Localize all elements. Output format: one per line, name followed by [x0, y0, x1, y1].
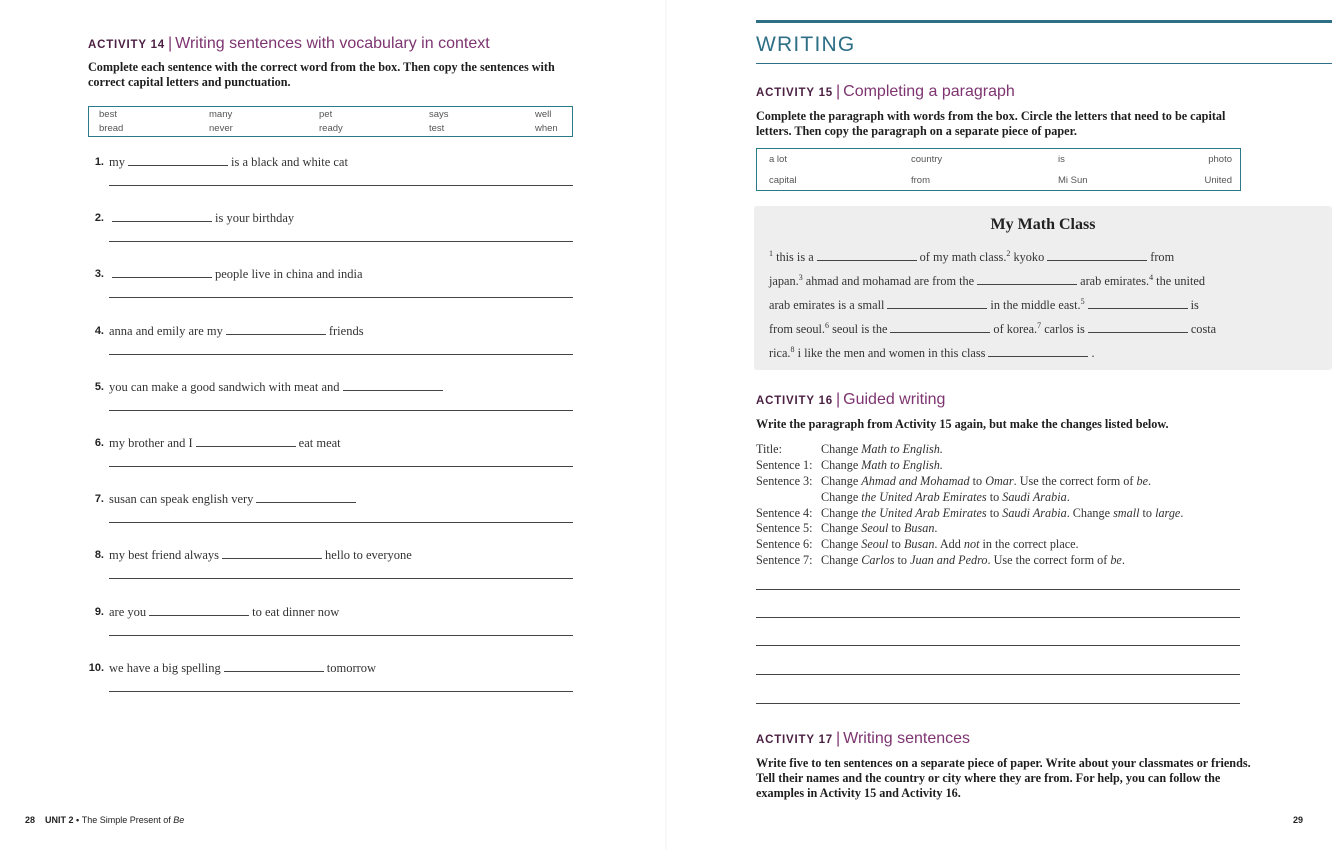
change-part: Change	[821, 506, 862, 520]
sentence-after: to eat dinner now	[252, 605, 340, 619]
paragraph-text: in the middle east.	[990, 298, 1081, 313]
change-part: to	[986, 506, 1003, 520]
sentence-after: hello to everyone	[325, 548, 412, 562]
activity-14-tag: ACTIVITY 14	[88, 39, 165, 51]
word-box-word: bread	[99, 123, 124, 134]
change-part: large	[1155, 506, 1181, 520]
word-box-word: country	[911, 154, 943, 165]
change-part: Saudi Arabia	[1002, 490, 1067, 504]
change-part: Change	[821, 458, 862, 472]
item-sentence	[109, 661, 376, 676]
item-number: 2.	[94, 212, 104, 224]
unit-title: The Simple Present of	[81, 815, 171, 825]
paragraph-text: seoul is the	[829, 322, 888, 337]
change-part: .	[1148, 474, 1152, 488]
word-box-word: best	[99, 109, 117, 120]
paragraph-text: carlos is	[1041, 322, 1085, 337]
paragraph-text: costa	[1190, 322, 1217, 337]
fill-in-blank[interactable]	[988, 347, 1088, 357]
word-box-word: capital	[769, 175, 797, 186]
writing-line	[756, 589, 1240, 590]
item-sentence	[109, 324, 364, 339]
sentence-before: my	[109, 155, 125, 169]
change-part: not	[963, 537, 980, 551]
paragraph-line	[769, 321, 1229, 337]
word-box-word: a lot	[769, 154, 787, 165]
activity-14-instructions: Complete each sentence with the correct word from the box. Then copy the sentences with correct capital letters and punctuation.	[88, 60, 555, 89]
change-part: Juan and Pedro	[910, 553, 988, 567]
right-page	[666, 0, 1332, 850]
item-sentence	[109, 211, 294, 226]
answer-line[interactable]	[109, 185, 573, 186]
unit-title-italic: Be	[173, 815, 185, 825]
word-box-word: when	[535, 123, 558, 134]
item-sentence	[109, 605, 339, 620]
change-part: be	[1136, 474, 1148, 488]
change-part: to	[888, 537, 904, 551]
fill-in-blank[interactable]	[224, 661, 324, 672]
sentence-after: eat meat	[298, 436, 341, 450]
writing-line	[756, 617, 1240, 618]
change-part: .	[1121, 553, 1125, 567]
change-part: Busan	[903, 537, 935, 551]
section-top-rule	[756, 20, 1332, 23]
answer-line[interactable]	[109, 522, 573, 523]
change-text	[821, 553, 1125, 568]
sentence-number: 7	[1037, 321, 1042, 330]
paragraph-line	[769, 249, 1229, 265]
change-label: Sentence 7:	[756, 553, 813, 567]
answer-line[interactable]	[109, 241, 573, 242]
change-part: Math to English.	[861, 458, 943, 472]
answer-line[interactable]	[109, 635, 573, 636]
change-part: Busan	[903, 521, 935, 535]
change-label: Sentence 6:	[756, 537, 813, 551]
sentence-number: 3	[798, 273, 803, 282]
change-text	[821, 442, 943, 457]
item-sentence	[109, 548, 412, 563]
activity-15-instructions: Complete the paragraph with words from the box. Circle the letters that need to be capital letters. Then copy the paragraph on a separate piece of paper.	[756, 109, 1226, 138]
paragraph-text: rica.	[769, 346, 791, 361]
fill-in-blank[interactable]	[1047, 251, 1147, 261]
answer-line[interactable]	[109, 578, 573, 579]
activity-16-instructions: Write the paragraph from Activity 15 again, but make the changes listed below.	[756, 417, 1169, 431]
unit-label: UNIT 2 •	[45, 815, 80, 825]
change-part: . Use the correct form of	[1013, 474, 1137, 488]
paragraph-title: My Math Class	[990, 216, 1096, 233]
fill-in-blank[interactable]	[226, 324, 326, 335]
answer-line[interactable]	[109, 354, 573, 355]
sentence-after: people live in china and india	[215, 267, 363, 281]
item-sentence	[109, 380, 446, 395]
change-text	[821, 506, 1183, 521]
paragraph-text: arab emirates.	[1080, 274, 1150, 289]
sentence-before: you can make a good sandwich with meat and	[109, 380, 340, 394]
fill-in-blank[interactable]	[1088, 323, 1188, 333]
sentence-before: are you	[109, 605, 147, 619]
change-part: the United Arab Emirates	[861, 506, 987, 520]
sentence-number: 8	[790, 345, 795, 354]
fill-in-blank[interactable]	[1088, 299, 1188, 309]
activity-14-word-box	[88, 106, 573, 137]
activity-14-title: Writing sentences with vocabulary in context	[175, 35, 490, 52]
sentence-before: anna and emily are my	[109, 324, 223, 338]
change-part: Change	[821, 490, 862, 504]
word-box-word: test	[429, 123, 445, 134]
item-number: 10.	[88, 662, 104, 674]
item-number: 7.	[94, 493, 104, 505]
paragraph-text: of korea.	[993, 322, 1038, 337]
change-part: the United Arab Emirates	[861, 490, 987, 504]
fill-in-blank[interactable]	[149, 605, 249, 616]
paragraph-text: japan.	[769, 274, 799, 289]
item-number: 3.	[94, 268, 104, 280]
word-box-word: Mi Sun	[1058, 175, 1088, 186]
change-part: Change	[821, 553, 862, 567]
sentence-after: tomorrow	[326, 661, 377, 675]
activity-15-word-box	[756, 148, 1241, 191]
change-part: Math to English.	[861, 442, 943, 456]
paragraph-text: of my math class.	[919, 250, 1007, 265]
item-number: 6.	[94, 437, 104, 449]
change-part: Change	[821, 474, 862, 488]
paragraph-text: arab emirates is a small	[769, 298, 885, 313]
section-underline	[756, 63, 1332, 64]
activity-15-tag: ACTIVITY 15	[756, 87, 833, 99]
change-part: to	[969, 474, 986, 488]
item-sentence	[109, 436, 341, 451]
change-part: be	[1110, 553, 1122, 567]
section-title: WRITING	[756, 33, 856, 56]
word-box-word: from	[911, 175, 930, 186]
paragraph-box	[754, 206, 1332, 370]
change-part: . Add	[934, 537, 964, 551]
fill-in-blank[interactable]	[222, 548, 322, 559]
change-part: .	[934, 521, 938, 535]
change-part: . Use the correct form of	[987, 553, 1111, 567]
activity-17-instructions: Write five to ten sentences on a separate piece of paper. Write about your classmates or friends. Tell their names and the country or city where they are from. For help, you can follow the examples in Activity 15 and Activity 16.	[756, 756, 1251, 800]
word-box-word: says	[429, 109, 449, 120]
change-text	[821, 490, 1070, 505]
paragraph-text: kyoko	[1010, 250, 1045, 265]
sentence-number: 2	[1006, 249, 1011, 258]
paragraph-text: this is a	[773, 250, 814, 265]
sentence-number: 5	[1080, 297, 1085, 306]
word-box-word: United	[1204, 175, 1232, 186]
change-part: Change	[821, 521, 862, 535]
sentence-after: friends	[328, 324, 364, 338]
word-box-word: photo	[1208, 154, 1232, 165]
word-box-word: never	[209, 123, 233, 134]
change-text	[821, 474, 1151, 489]
change-part: Ahmad and Mohamad	[861, 474, 970, 488]
activity-16-heading: ACTIVITY 16 | Guided writing	[756, 391, 946, 408]
activity-16-title: Guided writing	[843, 391, 946, 408]
writing-line	[756, 703, 1240, 704]
word-box-word: well	[535, 109, 552, 120]
change-part: .	[1066, 490, 1070, 504]
change-part: Omar	[985, 474, 1014, 488]
change-part: Change	[821, 537, 862, 551]
paragraph-text: from	[1150, 250, 1175, 265]
page-number-right: 29	[1293, 815, 1304, 825]
sentence-number: 1	[769, 249, 773, 258]
change-label: Sentence 4:	[756, 506, 813, 520]
change-part: Seoul	[861, 521, 889, 535]
word-box-word: pet	[319, 109, 333, 120]
item-number: 8.	[94, 549, 104, 561]
word-box-word: many	[209, 109, 233, 120]
fill-in-blank[interactable]	[256, 492, 356, 503]
change-part: Seoul	[861, 537, 889, 551]
paragraph-text: .	[1091, 346, 1095, 361]
fill-in-blank[interactable]	[977, 275, 1077, 285]
item-sentence	[109, 492, 359, 507]
item-number: 4.	[94, 325, 104, 337]
change-part: in the correct place.	[979, 537, 1079, 551]
fill-in-blank[interactable]	[890, 323, 990, 333]
paragraph-line	[769, 345, 1229, 361]
item-sentence	[109, 155, 348, 170]
item-sentence	[109, 267, 363, 282]
change-text	[821, 537, 1079, 552]
sentence-number: 6	[825, 321, 830, 330]
paragraph-text: is	[1190, 298, 1199, 313]
answer-line[interactable]	[109, 297, 573, 298]
writing-line	[756, 674, 1240, 675]
sentence-after: is your birthday	[215, 211, 295, 225]
sentence-before: susan can speak english very	[109, 492, 254, 506]
paragraph-line	[769, 273, 1229, 289]
change-label: Title:	[756, 442, 782, 456]
answer-line[interactable]	[109, 410, 573, 411]
page-number-left: 28	[25, 815, 36, 825]
activity-17-heading: ACTIVITY 17 | Writing sentences	[756, 730, 971, 747]
sentence-before: my brother and I	[109, 436, 193, 450]
left-footer	[25, 815, 184, 825]
change-part: small	[1113, 506, 1140, 520]
change-label: Sentence 5:	[756, 521, 813, 535]
change-part: Carlos	[861, 553, 895, 567]
change-part: to	[1139, 506, 1156, 520]
change-label: Sentence 1:	[756, 458, 813, 472]
paragraph-text: ahmad and mohamad are from the	[802, 274, 975, 289]
fill-in-blank[interactable]	[817, 251, 917, 261]
change-part: to	[894, 553, 911, 567]
activity-16-tag: ACTIVITY 16	[756, 395, 833, 407]
change-text	[821, 458, 943, 473]
word-box-word: ready	[319, 123, 343, 134]
activity-15-heading: ACTIVITY 15 | Completing a paragraph	[756, 83, 1015, 100]
activity-17-title: Writing sentences	[843, 730, 971, 747]
change-part: Saudi Arabia	[1002, 506, 1067, 520]
fill-in-blank[interactable]	[112, 267, 212, 278]
change-part: to	[986, 490, 1003, 504]
fill-in-blank[interactable]	[196, 436, 296, 447]
fill-in-blank[interactable]	[128, 155, 228, 166]
writing-line	[756, 645, 1240, 646]
change-label: Sentence 3:	[756, 474, 813, 488]
change-text	[821, 521, 937, 536]
sentence-number: 4	[1149, 273, 1154, 282]
sentence-before: my best friend always	[109, 548, 220, 562]
word-box-word: is	[1058, 154, 1065, 165]
paragraph-text: from seoul.	[769, 322, 826, 337]
answer-line[interactable]	[109, 691, 573, 692]
change-part: Change	[821, 442, 862, 456]
fill-in-blank[interactable]	[343, 380, 443, 391]
sentence-before: we have a big spelling	[109, 661, 221, 675]
activity-15-title: Completing a paragraph	[843, 83, 1015, 100]
paragraph-line	[769, 297, 1229, 313]
sentence-after: is a black and white cat	[230, 155, 348, 169]
paragraph-text: the united	[1153, 274, 1206, 289]
item-number: 9.	[94, 606, 104, 618]
change-part: . Change	[1066, 506, 1114, 520]
item-number: 1.	[94, 156, 104, 168]
paragraph-text: i like the men and women in this class	[794, 346, 986, 361]
item-number: 5.	[94, 381, 104, 393]
change-part: .	[1180, 506, 1184, 520]
fill-in-blank[interactable]	[112, 211, 212, 222]
change-part: to	[888, 521, 904, 535]
activity-14-heading: ACTIVITY 14 | Writing sentences with vocabulary in context	[88, 35, 490, 52]
fill-in-blank[interactable]	[887, 299, 987, 309]
answer-line[interactable]	[109, 466, 573, 467]
activity-17-tag: ACTIVITY 17	[756, 734, 833, 746]
